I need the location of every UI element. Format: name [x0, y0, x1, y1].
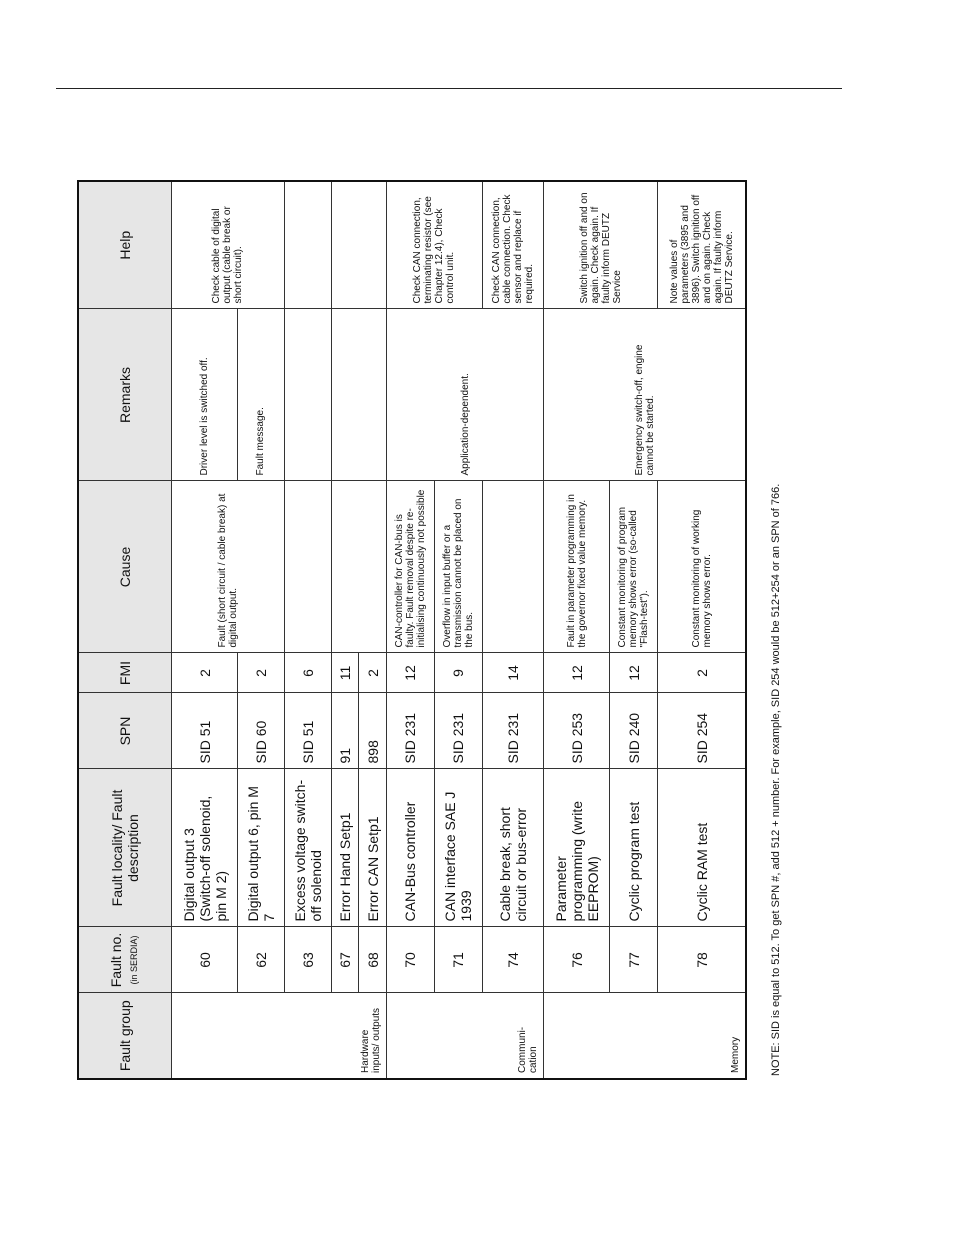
fault-no: 63: [284, 927, 331, 993]
fmi: 2: [658, 653, 746, 693]
table-row: [284, 181, 331, 1079]
remarks: Driver level is switched off.: [172, 309, 238, 481]
fault-description: Excess voltage switch-off solenoid: [284, 769, 331, 927]
header-fault-group: Fault group: [78, 993, 172, 1079]
fault-no: 74: [482, 927, 543, 993]
cause: Constant monitoring of working memory shows error.: [658, 481, 746, 653]
rotated-table-container: [77, 182, 747, 1080]
group-memory: Memory: [544, 993, 746, 1079]
fmi: 12: [544, 653, 610, 693]
header-rule: [56, 88, 842, 89]
spn: SID 253: [544, 693, 610, 769]
fmi: 12: [610, 653, 658, 693]
header-fault-no-sub: (in SERDIA): [129, 935, 139, 985]
help: Switch ignition off and on again. Check again. If faulty inform DEUTZ Service: [544, 181, 658, 309]
fault-no: 71: [434, 927, 482, 993]
spn: 91: [331, 693, 359, 769]
spn: SID 231: [482, 693, 543, 769]
table-row: [172, 181, 238, 1079]
fault-description: Digital output 3 (Switch-off solenoid, pin M 2): [172, 769, 238, 927]
help: Check cable of digital output (cable break or short circuit).: [172, 181, 285, 309]
table-row: [386, 181, 434, 1079]
fault-no: 77: [610, 927, 658, 993]
header-row: [78, 181, 172, 1079]
fmi: 11: [331, 653, 359, 693]
fault-table-wrapper: [77, 182, 747, 1080]
fault-description: CAN-Bus controller: [386, 769, 434, 927]
fault-no: 78: [658, 927, 746, 993]
cause: Fault (short circuit / cable break) at digital output.: [172, 481, 285, 653]
fault-no: 68: [359, 927, 387, 993]
header-fmi: FMI: [78, 653, 172, 693]
help: Check CAN connection, cable connection. Check sensor and replace if required.: [482, 181, 543, 309]
fault-description: Parameter programming (write EEPROM): [544, 769, 610, 927]
header-remarks: Remarks: [78, 309, 172, 481]
fmi: 2: [172, 653, 238, 693]
cause-empty: [331, 481, 386, 653]
fault-description: CAN interface SAE J 1939: [434, 769, 482, 927]
remarks: Application-dependent.: [386, 309, 543, 481]
fault-description: Error Hand Setp1: [331, 769, 359, 927]
remarks-empty: [331, 309, 386, 481]
fault-description: Error CAN Setp1: [359, 769, 387, 927]
fmi: 14: [482, 653, 543, 693]
spn: SID 231: [386, 693, 434, 769]
fault-description: Cyclic program test: [610, 769, 658, 927]
header-cause: Cause: [78, 481, 172, 653]
fault-no: 76: [544, 927, 610, 993]
spn: SID 240: [610, 693, 658, 769]
fault-table: [77, 180, 747, 1080]
cause: Fault in parameter programming in the governor fixed value memory.: [544, 481, 610, 653]
remarks: Emergency switch-off, engine cannot be started.: [544, 309, 746, 481]
spn: SID 51: [172, 693, 238, 769]
remarks-empty: [284, 309, 331, 481]
spn: 898: [359, 693, 387, 769]
help-empty: [331, 181, 386, 309]
header-spn: SPN: [78, 693, 172, 769]
fault-description: Digital output 6, pin M 7: [238, 769, 285, 927]
remarks: Fault message.: [238, 309, 285, 481]
fmi: 2: [359, 653, 387, 693]
fault-no: 67: [331, 927, 359, 993]
help: Check CAN connection, terminating resistor (see Chapter 12.4), Check control unit.: [386, 181, 482, 309]
cause: CAN-controller for CAN-bus is faulty. Fault removal despite re-initialising continuously not possible: [386, 481, 434, 653]
help: Note values of parameters (3895 and 3896). Switch ignition off and on again. Check again. If faulty inform DEUTZ Service.: [658, 181, 746, 309]
spn: SID 51: [284, 693, 331, 769]
help-empty: [284, 181, 331, 309]
fmi: 9: [434, 653, 482, 693]
group-hardware: Hardware inputs/ outputs: [172, 993, 387, 1079]
fmi: 6: [284, 653, 331, 693]
cause: Overflow in input buffer or a transmission cannot be placed on the bus.: [434, 481, 482, 653]
cause: Constant monitoring of program memory shows error (so-called "Flash-test").: [610, 481, 658, 653]
fmi: 12: [386, 653, 434, 693]
cause-empty: [284, 481, 331, 653]
spn: SID 60: [238, 693, 285, 769]
spn: SID 254: [658, 693, 746, 769]
group-communication: Communi- cation: [386, 993, 543, 1079]
fault-description: Cable break, short circuit or bus-error: [482, 769, 543, 927]
fault-no: 60: [172, 927, 238, 993]
fault-no: 62: [238, 927, 285, 993]
fault-description: Cyclic RAM test: [658, 769, 746, 927]
footnote: NOTE: SID is equal to 512. To get SPN #, add 512 + number. For example, SID 254 would be 512+254 or an SPN of 766.: [770, 483, 782, 1076]
spn: SID 231: [434, 693, 482, 769]
fault-no: 70: [386, 927, 434, 993]
footnote-anchor: [770, 483, 782, 1086]
header-fault-locality: Fault locality/ Fault description: [78, 769, 172, 927]
header-fault-no: [78, 927, 172, 993]
cause-empty: [482, 481, 543, 653]
table-row: [331, 181, 359, 1079]
header-fault-no-label: Fault no.: [108, 932, 124, 988]
fmi: 2: [238, 653, 285, 693]
header-help: Help: [78, 181, 172, 309]
table-row: [544, 181, 610, 1079]
